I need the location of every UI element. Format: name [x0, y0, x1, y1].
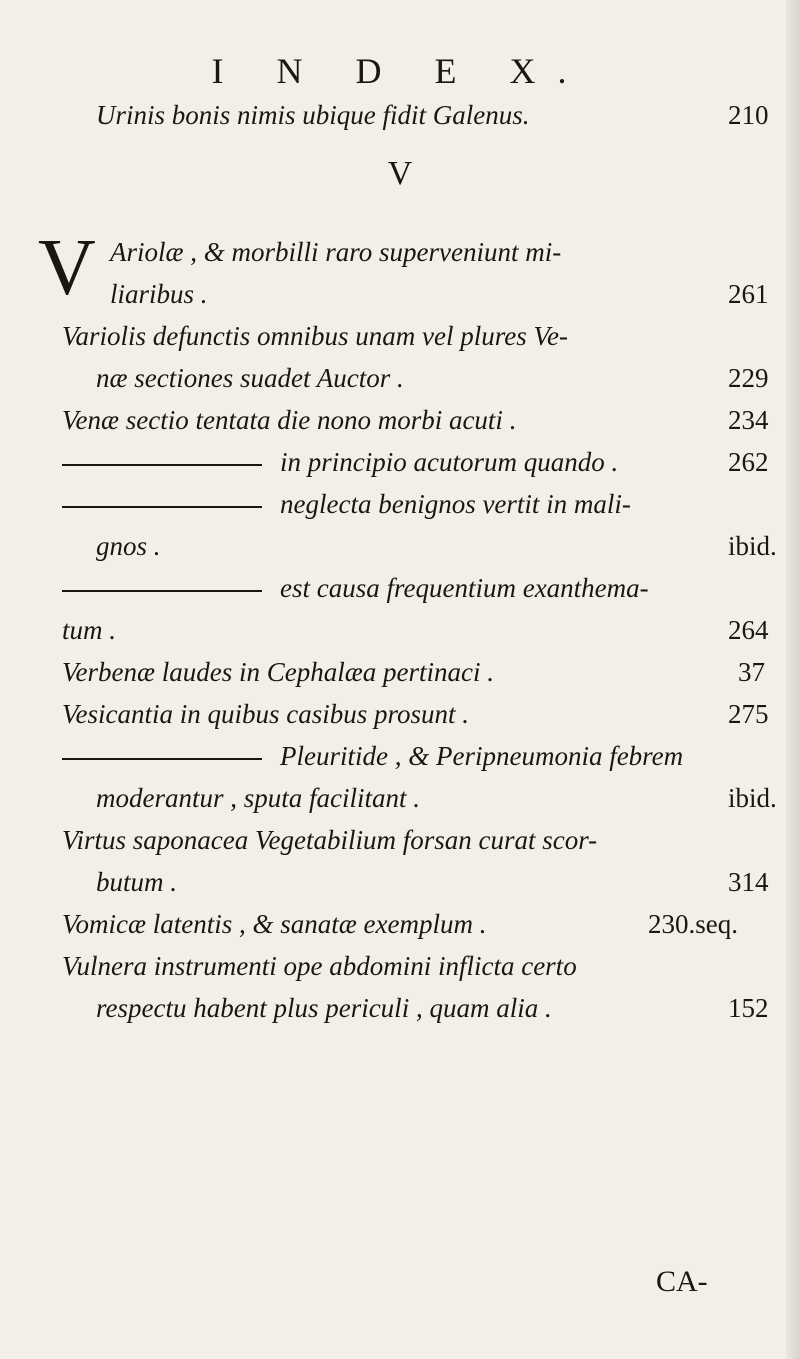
index-entry-virtus: Virtus saponacea Vegetabilium forsan curat scor- — [62, 825, 598, 855]
index-entry-sub — [62, 573, 649, 604]
index-entry-vulnera: Vulnera instrumenti ope abdomini inflicta certo — [62, 951, 577, 981]
page-ref: 262 — [728, 447, 769, 477]
ditto-dash — [62, 590, 262, 592]
index-entry-vomicae: Vomicæ latentis , & sanatæ exemplum . — [62, 909, 487, 939]
entry-text: neglecta benignos vertit in mali- — [280, 489, 631, 519]
index-entry-variolis: Variolis defunctis omnibus unam vel plures Ve- — [62, 321, 568, 351]
index-entry-variolae: Ariolæ , & morbilli raro superveniunt mi- — [110, 237, 562, 267]
page-ref: 230.seq. — [648, 909, 738, 939]
index-entry-venae: Venæ sectio tentata die nono morbi acuti . — [62, 405, 517, 435]
entry-text: est causa frequentium exanthema- — [280, 573, 649, 603]
entry-text: in principio acutorum quando . — [280, 447, 619, 477]
section-letter: V — [387, 155, 413, 192]
index-entry-continuation: butum . — [96, 867, 177, 897]
index-entry-urinis: Urinis bonis nimis ubique fidit Galenus. — [96, 100, 530, 130]
index-entry-sub — [62, 489, 631, 520]
catchword: CA- — [656, 1265, 708, 1298]
entry-text: Pleuritide , & Peripneumonia febrem — [280, 741, 684, 771]
index-entry-continuation: moderantur , sputa facilitant . — [96, 783, 420, 813]
index-entry-continuation: næ sectiones suadet Auctor . — [96, 363, 404, 393]
index-entry-continuation: tum . — [62, 615, 116, 645]
page-ref: 229 — [728, 363, 769, 393]
page-ref: ibid. — [728, 531, 777, 561]
ditto-dash — [62, 506, 262, 508]
page-ref: 152 — [728, 993, 769, 1023]
page-ref: 210 — [728, 100, 769, 130]
index-entry-verbenae: Verbenæ laudes in Cephalæa pertinaci . — [62, 657, 494, 687]
page-header: I N D E X. — [211, 51, 589, 91]
ditto-dash — [62, 464, 262, 466]
page-ref: 264 — [728, 615, 769, 645]
page-ref: 314 — [728, 867, 769, 897]
index-entry-sub — [62, 447, 618, 478]
index-entry-sub — [62, 741, 683, 772]
page-edge — [786, 0, 800, 1359]
page-ref: 261 — [728, 279, 769, 309]
page-ref: 275 — [728, 699, 769, 729]
ditto-dash — [62, 758, 262, 760]
page-ref: 37 — [738, 657, 765, 687]
page-ref: ibid. — [728, 783, 777, 813]
index-entry-continuation: gnos . — [96, 531, 161, 561]
index-entry-continuation: liaribus . — [110, 279, 208, 309]
page-ref: 234 — [728, 405, 769, 435]
index-entry-continuation: respectu habent plus periculi , quam alia . — [96, 993, 552, 1023]
index-entry-vesicantia: Vesicantia in quibus casibus prosunt . — [62, 699, 470, 729]
drop-initial: V — [38, 224, 96, 312]
